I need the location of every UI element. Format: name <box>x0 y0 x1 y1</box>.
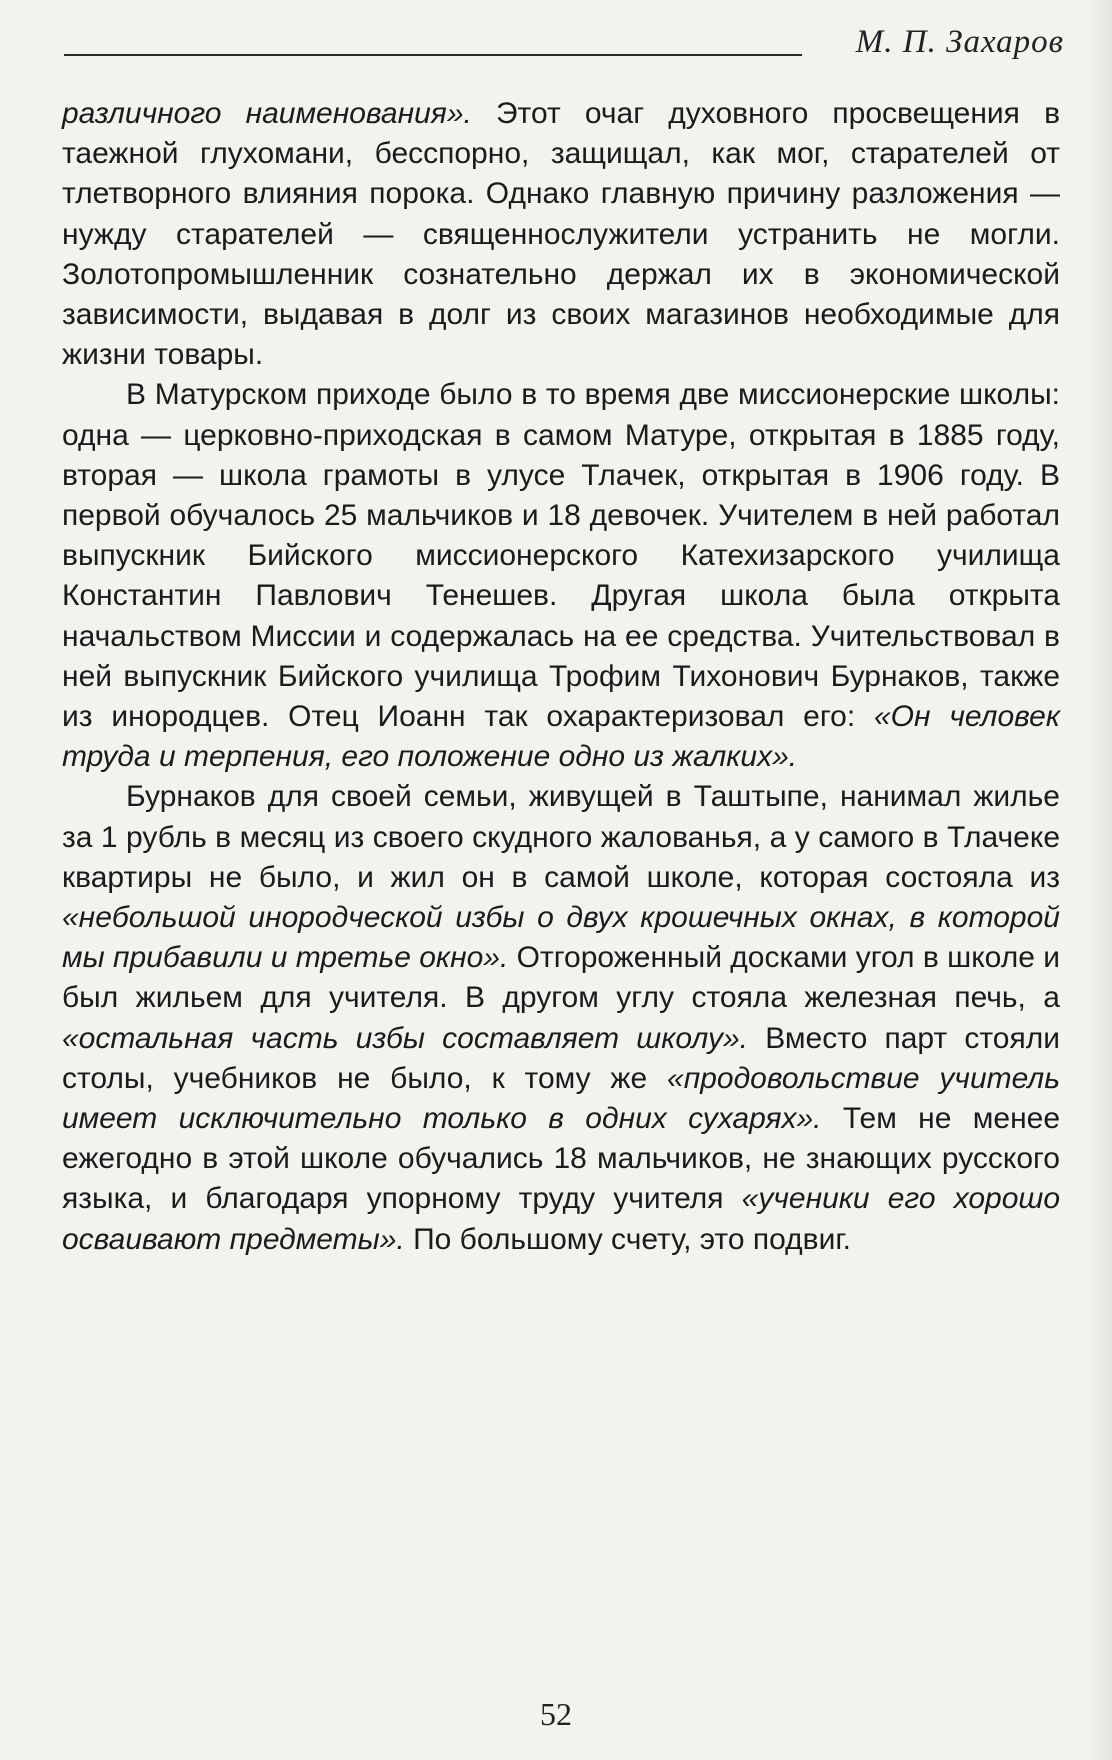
quote-text: «ученики его хорошо осваивают предметы». <box>62 1182 1060 1256</box>
text-run: По большому счету, это подвиг. <box>404 1222 851 1256</box>
paragraph-3 <box>62 777 1060 1259</box>
paragraph-2 <box>62 375 1060 777</box>
text-run: Бурнаков для своей семьи, живущей в Таштыпе, нанимал жилье за 1 рубль в месяц из своего скудного жалованья, а у самого в Тлачеке квартиры не было, и жил он в самой школе, которая состояла из <box>62 780 1060 894</box>
paragraph-1 <box>62 94 1060 375</box>
page-edge-shadow <box>1088 0 1112 1760</box>
quote-text: «продовольствие учитель имеет исключительно только в одних сухарях». <box>62 1061 1061 1136</box>
quote-text: «небольшой инородческой избы о двух крошечных окнах, в которой мы прибавили и третье окно». <box>62 901 1060 975</box>
page-number: 52 <box>540 1696 572 1732</box>
text-run: Тем не менее ежегодно в этой школе обучались 18 мальчиков, не знающих русского языка, и благодаря упорному труду учителя <box>62 1102 1061 1216</box>
running-header <box>64 16 1064 62</box>
quote-text: различного наименования». <box>62 97 472 130</box>
quote-text: «Он человек труда и терпения, его положение одно из жалких». <box>62 700 1060 774</box>
text-run: Отгороженный досками угол в школе и был жильем для учителя. В другом углу стояла железная печь, а <box>62 941 1060 1015</box>
text-run: В Матурском приходе было в то время две миссионерские школы: одна — церковно-приходская в самом Матуре, открытая в 1885 году, вторая — школа грамоты в улусе Тлачек, открытая в 1906 году. В первой обучалось 25 мальчиков и 18 девочек. Учителем в ней работал выпускник Бийского миссионерского Катехизарского училища Константин Павлович Тенешев. Другая школа была открыта начальством Миссии и содержалась на ее средства. Учительствовал в ней выпускник Бийского училища Трофим Тихонович Бурнаков, также из инородцев. Отец Иоанн так охарактеризовал его: <box>62 378 1060 734</box>
text-run: Этот очаг духовного просвещения в таежной глухомани, бесспорно, защищал, как мог, старателей от тлетворного влияния порока. Однако главную причину разложения — нужду старателей — священнослужители устранить не могли. Золотопромышленник сознательно держал их в экономической зависимости, выдавая в долг из своих магазинов необходимые для жизни товары. <box>62 97 1061 372</box>
body-text <box>62 94 1060 1260</box>
header-rule <box>64 54 802 56</box>
header-author: М. П. Захаров <box>855 24 1064 60</box>
quote-text: «остальная часть избы составляет школу». <box>62 1021 748 1055</box>
text-run: Вместо парт стояли столы, учебников не было, к тому же <box>62 1021 1060 1095</box>
